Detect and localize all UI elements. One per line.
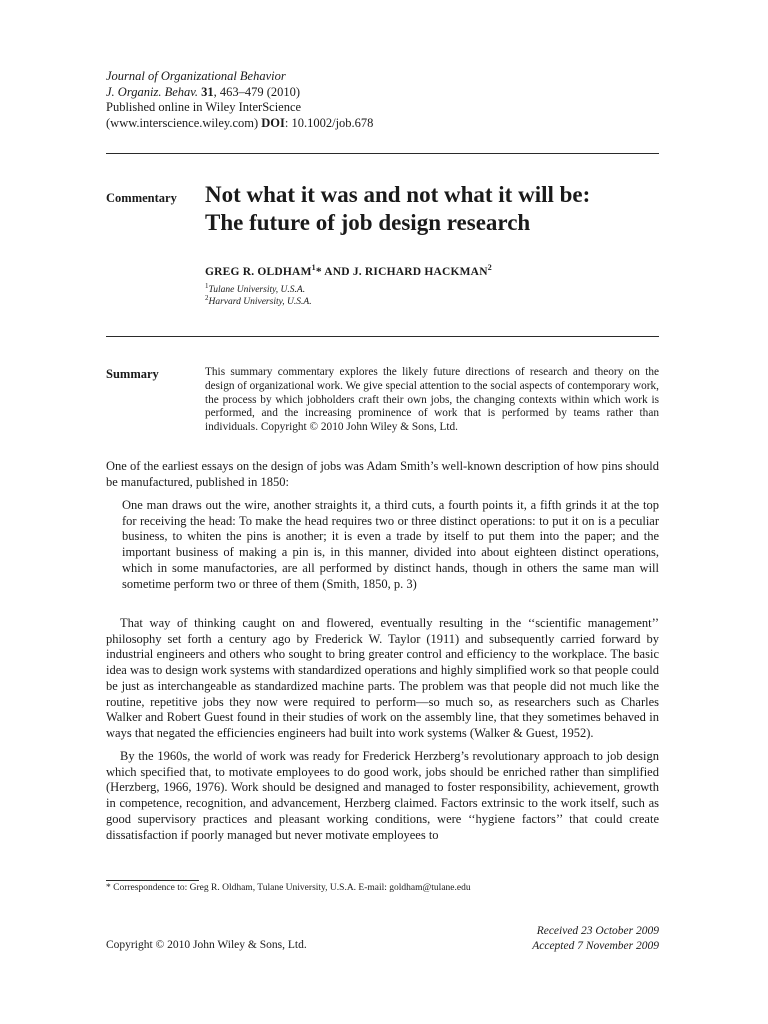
author-2-affil: 2 [487,263,492,272]
author-1: GREG R. OLDHAM [205,265,312,278]
affiliation-1-number: 1 [205,282,209,290]
footer-copyright: Copyright © 2010 John Wiley & Sons, Ltd. [106,939,307,951]
journal-name: Journal of Organizational Behavior [106,69,286,83]
correspondence-mark: * [315,265,322,278]
intro-paragraph: One of the earliest essays on the design of jobs was Adam Smith’s well-known description of how pins should be manufactured, published in 1850: [106,459,659,489]
title-line-2: The future of job design research [205,210,531,235]
affiliation-2-number: 2 [205,294,209,302]
journal-abbrev: J. Organiz. Behav. [106,84,198,99]
smith-quote: One man draws out the wire, another straights it, a third cuts, a fourth points it, a fifth grinds it at the top for receiving the head: To make the head requires two or three distinct operations: to put it on is a peculiar business, to whiten the pins is another; it is even a trade by itself to put them into the paper; and the important business of making a pin is, in this manner, divided into about eighteen distinct operations, which in some manufactories, are all performed by distinct hands, though in others the same man will sometime perform two or three of them (Smith, 1850, p. 3) [122,498,659,591]
title-line-1: Not what it was and not what it will be: [205,182,591,207]
affiliation-1-text: Tulane University, U.S.A. [208,285,306,296]
article-type-label: Commentary [106,191,177,205]
received-date: Received 23 October 2009 [536,925,659,937]
author-1-affil: 1 [311,263,316,272]
affiliation-2-text: Harvard University, U.S.A. [208,297,312,308]
published-line: Published online in Wiley InterScience [106,100,302,114]
affiliation-2 [205,294,312,307]
article-title [205,181,590,237]
summary-label: Summary [106,367,159,381]
header-divider [106,153,659,154]
body-paragraph-1: That way of thinking caught on and flowered, eventually resulting in the ‘‘scientific management’’ philosophy set forth a century ago by Frederick W. Taylor (1911) and subsequently carried forward by industrial engineers and others who sought to bring greater control and efficiency to the workplace. The basic idea was to design work systems with standardized operations and highly simplified work so that people could be just as interchangeable as standardized machine parts. The problem was that people did not much like the routine, repetitive jobs they now were required to perform—so much so, as researchers such as Charles Walker and Robert Guest found in their studies of work on the assembly line, that they sometimes behaved in ways that negated the efficiencies engineers had built into work systems (Walker & Guest, 1952). [106,616,659,740]
summary-text: This summary commentary explores the likely future directions of research and theory on the design of organizational work. We give special attention to the social aspects of contemporary work, the process by which jobholders craft their own jobs, the changing contexts within which work is performed, and the increasing prominence of work that is performed by teams rather than individuals. Copyright © 2010 John Wiley & Sons, Ltd. [205,366,659,434]
doi-line [106,116,373,132]
body-paragraph-2: By the 1960s, the world of work was ready for Frederick Herzberg’s revolutionary approach to job design which specified that, to motivate employees to do good work, jobs should be enriched rather than simplified (Herzberg, 1966, 1976). Work should be designed and managed to foster responsibility, achievement, growth in competence, recognition, and advancement, Herzberg claimed. Factors extrinsic to the work itself, such as good supervisory practices and pleasant working conditions, were ‘‘hygiene factors’’ that could create dissatisfaction if poorly managed but never motivate employees to [106,749,659,842]
doi-value: : 10.1002/job.678 [284,115,374,130]
accepted-date: Accepted 7 November 2009 [532,940,659,952]
author-2: J. RICHARD HACKMAN [352,265,488,278]
author-conjunction: AND [321,265,353,278]
citation-line [106,85,373,101]
doi-label: DOI [261,115,285,130]
footnote-divider [106,880,199,881]
summary-divider [106,336,659,337]
publisher-url: (www.interscience.wiley.com) [106,115,259,130]
received-dates [532,924,659,954]
page-range: , 463–479 (2010) [213,84,301,99]
journal-masthead [106,69,373,131]
author-line [205,263,492,278]
volume-number: 31 [201,84,214,99]
correspondence-footnote: * Correspondence to: Greg R. Oldham, Tulane University, U.S.A. E-mail: goldham@tulane.edu [106,883,471,893]
